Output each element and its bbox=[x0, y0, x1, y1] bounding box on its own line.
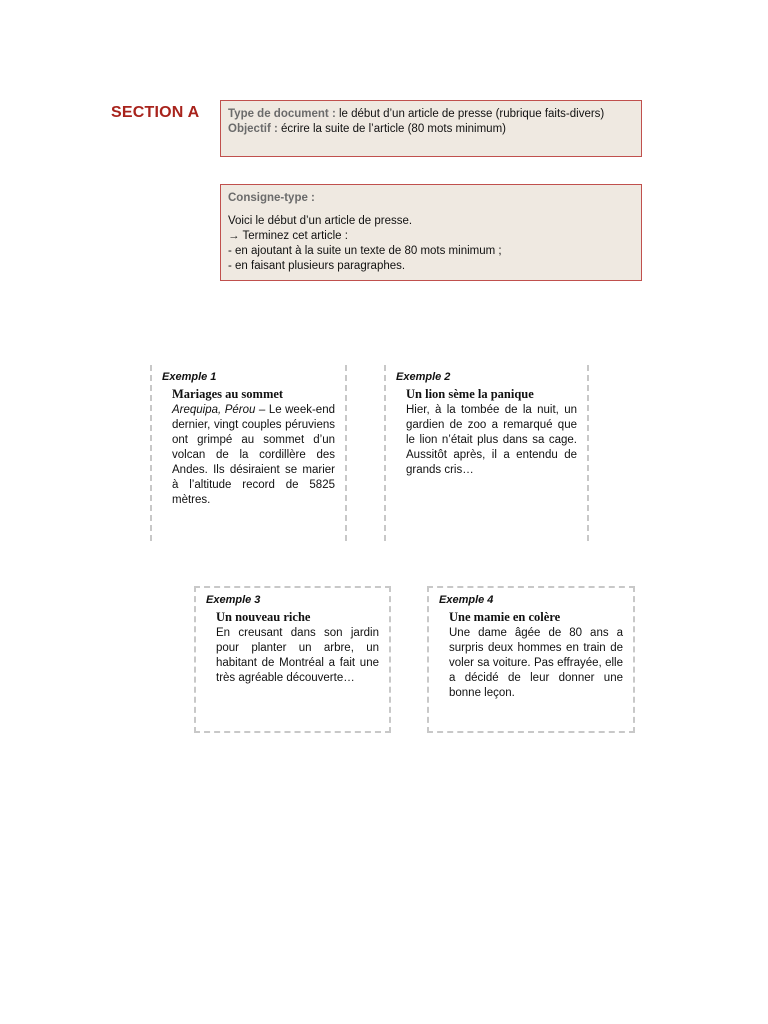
instruction-line: - en ajoutant à la suite un texte de 80 mots minimum ; bbox=[228, 245, 502, 257]
document-type-line bbox=[228, 107, 634, 122]
objective-line bbox=[228, 122, 634, 137]
document-type-label: Type de document : bbox=[228, 108, 336, 120]
example-card-4 bbox=[427, 586, 635, 733]
instruction-line: → Terminez cet article : bbox=[228, 230, 348, 242]
example-card-2 bbox=[384, 365, 589, 541]
example-card-1 bbox=[150, 365, 347, 541]
article-text: En creusant dans son jardin pour planter un arbre, un habitant de Montréal a fait une très agréable découverte… bbox=[216, 627, 379, 684]
article-title: Une mamie en colère bbox=[449, 610, 561, 624]
objective-value: écrire la suite de l’article (80 mots minimum) bbox=[277, 123, 506, 135]
example-label: Exemple 1 bbox=[162, 371, 217, 383]
article-text bbox=[172, 403, 335, 508]
article-body: – Le week-end dernier, vingt couples péruviens ont grimpé au sommet d’un volcan de la cordillère des Andes. Ils désiraient se marier à l’altitude record de 5825 mètres. bbox=[172, 404, 335, 506]
article-text: Une dame âgée de 80 ans a surpris deux hommes en train de voler sa voiture. Pas effrayée, elle a décidé de leur donner une bonne leçon. bbox=[449, 627, 623, 699]
instruction-line: Voici le début d’un article de presse. bbox=[228, 215, 413, 227]
document-type-value: le début d’un article de presse (rubrique faits-divers) bbox=[335, 108, 605, 120]
objective-label: Objectif : bbox=[228, 123, 278, 135]
article-title: Un lion sème la panique bbox=[406, 387, 534, 401]
instruction-line: - en faisant plusieurs paragraphes. bbox=[228, 260, 406, 272]
document-info-box bbox=[220, 100, 642, 157]
article-title: Un nouveau riche bbox=[216, 610, 311, 624]
example-label: Exemple 3 bbox=[206, 594, 261, 606]
instruction-box bbox=[220, 184, 642, 281]
article-title: Mariages au sommet bbox=[172, 387, 284, 401]
instruction-label: Consigne-type : bbox=[228, 192, 315, 204]
example-card-3 bbox=[194, 586, 391, 733]
article-text: Hier, à la tombée de la nuit, un gardien de zoo a remarqué que le lion n’était plus dans sa cage. Aussitôt après, il a entendu de grands cris… bbox=[406, 404, 577, 476]
section-title: SECTION A bbox=[111, 104, 200, 121]
article-place: Arequipa, Pérou bbox=[172, 404, 256, 416]
example-label: Exemple 2 bbox=[396, 371, 451, 383]
example-label: Exemple 4 bbox=[439, 594, 494, 606]
